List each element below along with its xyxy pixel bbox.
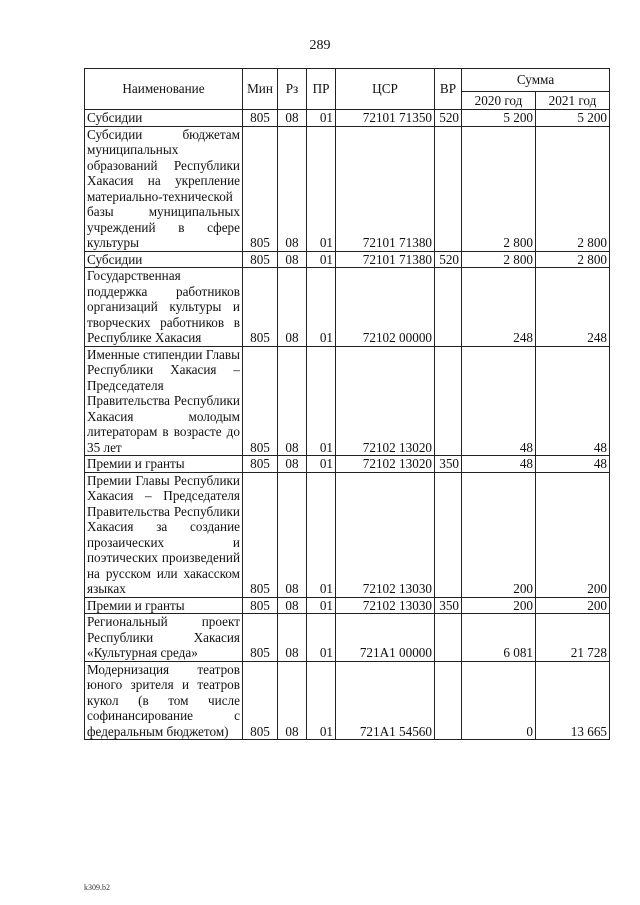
row-2020: 48 <box>462 346 536 456</box>
row-pr: 01 <box>307 346 336 456</box>
row-2020: 48 <box>462 456 536 473</box>
row-2021: 200 <box>536 597 610 614</box>
table-row <box>85 456 610 473</box>
header-rz: Рз <box>278 69 307 110</box>
budget-table <box>84 68 610 740</box>
table-row <box>85 597 610 614</box>
table-row <box>85 110 610 127</box>
row-name: Региональный проект Республики Хакасия «Культурная среда» <box>85 614 243 662</box>
row-2020: 6 081 <box>462 614 536 662</box>
row-pr: 01 <box>307 126 336 251</box>
row-2020: 248 <box>462 268 536 347</box>
table-row <box>85 614 610 662</box>
header-min: Мин <box>243 69 278 110</box>
row-name: Государственная поддержка работников организаций культуры и творческих работников в Республике Хакасия <box>85 268 243 347</box>
header-vr: ВР <box>435 69 462 110</box>
header-csr: ЦСР <box>336 69 435 110</box>
row-min: 805 <box>243 268 278 347</box>
row-vr <box>435 346 462 456</box>
table-row <box>85 346 610 456</box>
row-rz: 08 <box>278 346 307 456</box>
row-2021: 200 <box>536 472 610 597</box>
row-2021: 5 200 <box>536 110 610 127</box>
row-csr: 72102 13020 <box>336 456 435 473</box>
row-pr: 01 <box>307 597 336 614</box>
row-vr: 520 <box>435 110 462 127</box>
row-2021: 2 800 <box>536 126 610 251</box>
row-pr: 01 <box>307 251 336 268</box>
row-csr: 721A1 54560 <box>336 661 435 740</box>
row-name: Субсидии <box>85 251 243 268</box>
row-2020: 200 <box>462 597 536 614</box>
row-csr: 72102 13030 <box>336 597 435 614</box>
row-csr: 72102 00000 <box>336 268 435 347</box>
row-name: Премии и гранты <box>85 597 243 614</box>
row-name: Именные стипендии Главы Республики Хакасия – Председателя Правительства Республики Хакасия молодым литераторам в возрасте до 35 лет <box>85 346 243 456</box>
row-min: 805 <box>243 110 278 127</box>
row-2021: 48 <box>536 346 610 456</box>
table-row <box>85 472 610 597</box>
row-min: 805 <box>243 126 278 251</box>
table-body <box>85 110 610 740</box>
row-name: Субсидии <box>85 110 243 127</box>
row-vr <box>435 661 462 740</box>
row-vr: 350 <box>435 456 462 473</box>
row-2020: 2 800 <box>462 126 536 251</box>
row-name: Модернизация театров юного зрителя и театров кукол (в том числе софинансирование с федеральным бюджетом) <box>85 661 243 740</box>
row-vr <box>435 126 462 251</box>
footer-code: k309.b2 <box>84 883 110 892</box>
row-csr: 72102 13020 <box>336 346 435 456</box>
row-min: 805 <box>243 456 278 473</box>
row-pr: 01 <box>307 661 336 740</box>
row-2021: 48 <box>536 456 610 473</box>
table-row <box>85 268 610 347</box>
row-2020: 200 <box>462 472 536 597</box>
row-vr <box>435 472 462 597</box>
row-rz: 08 <box>278 126 307 251</box>
row-rz: 08 <box>278 251 307 268</box>
row-csr: 72102 13030 <box>336 472 435 597</box>
header-pr: ПР <box>307 69 336 110</box>
row-csr: 72101 71380 <box>336 126 435 251</box>
page-number: 289 <box>309 38 331 53</box>
header-2021: 2021 год <box>536 92 610 110</box>
table-row <box>85 661 610 740</box>
row-rz: 08 <box>278 597 307 614</box>
row-vr: 350 <box>435 597 462 614</box>
row-name: Премии и гранты <box>85 456 243 473</box>
row-2020: 0 <box>462 661 536 740</box>
row-pr: 01 <box>307 456 336 473</box>
row-2021: 2 800 <box>536 251 610 268</box>
row-2021: 21 728 <box>536 614 610 662</box>
row-rz: 08 <box>278 614 307 662</box>
row-min: 805 <box>243 251 278 268</box>
row-csr: 72101 71350 <box>336 110 435 127</box>
row-pr: 01 <box>307 614 336 662</box>
row-name: Субсидии бюджетам муниципальных образований Республики Хакасия на укрепление материально-технической базы муниципальных учреждений в сфере культуры <box>85 126 243 251</box>
row-name: Премии Главы Республики Хакасия – Председателя Правительства Республики Хакасия за создание прозаических и поэтических произведений на русском или хакасском языках <box>85 472 243 597</box>
row-pr: 01 <box>307 472 336 597</box>
row-min: 805 <box>243 346 278 456</box>
header-2020: 2020 год <box>462 92 536 110</box>
row-vr <box>435 614 462 662</box>
row-min: 805 <box>243 472 278 597</box>
row-min: 805 <box>243 614 278 662</box>
header-sum: Сумма <box>462 69 610 92</box>
row-rz: 08 <box>278 268 307 347</box>
row-vr: 520 <box>435 251 462 268</box>
row-pr: 01 <box>307 110 336 127</box>
row-rz: 08 <box>278 661 307 740</box>
row-csr: 721A1 00000 <box>336 614 435 662</box>
row-csr: 72101 71380 <box>336 251 435 268</box>
row-2020: 2 800 <box>462 251 536 268</box>
row-rz: 08 <box>278 472 307 597</box>
header-name: Наименование <box>85 69 243 110</box>
row-2021: 248 <box>536 268 610 347</box>
row-min: 805 <box>243 597 278 614</box>
table-row <box>85 126 610 251</box>
row-2020: 5 200 <box>462 110 536 127</box>
row-rz: 08 <box>278 110 307 127</box>
row-rz: 08 <box>278 456 307 473</box>
row-vr <box>435 268 462 347</box>
table-row <box>85 251 610 268</box>
row-pr: 01 <box>307 268 336 347</box>
row-2021: 13 665 <box>536 661 610 740</box>
row-min: 805 <box>243 661 278 740</box>
